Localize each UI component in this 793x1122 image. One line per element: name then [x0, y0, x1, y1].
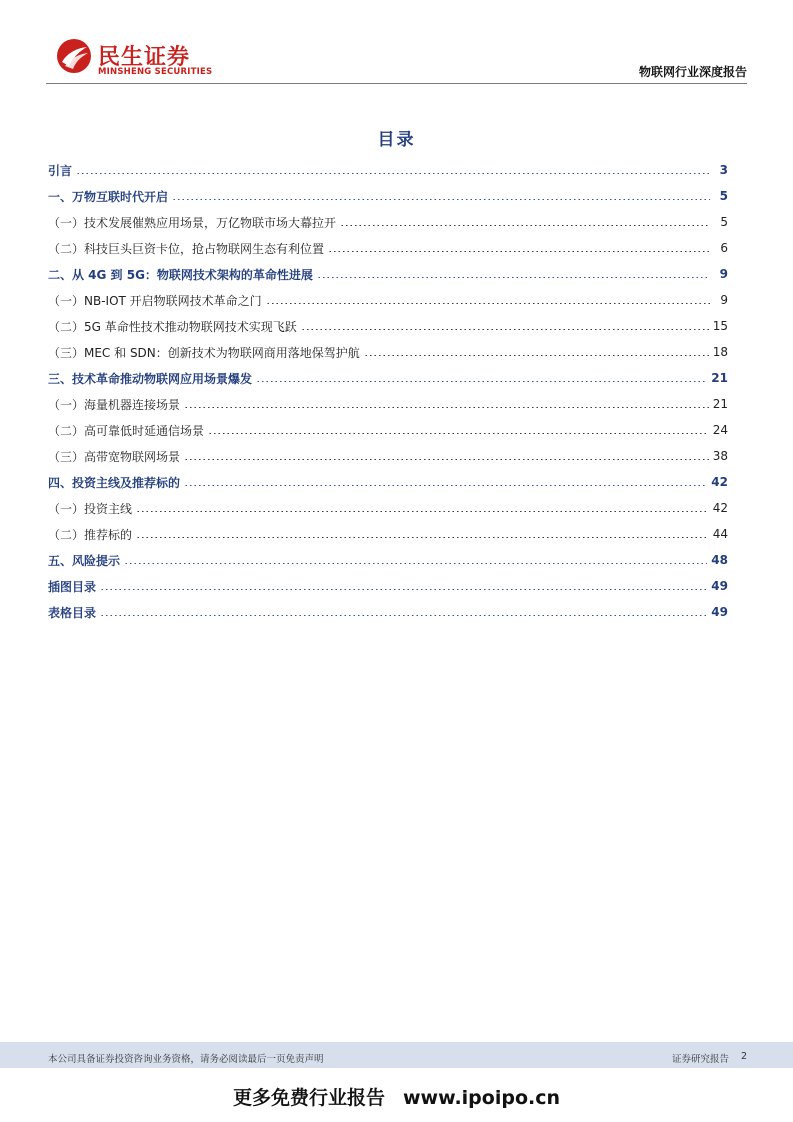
toc-entry-page: 49	[711, 605, 728, 619]
toc-entry[interactable]	[48, 209, 728, 235]
toc-entry[interactable]	[48, 417, 728, 443]
toc-dot-leader	[184, 485, 707, 486]
toc-entry-label: 插图目录	[48, 579, 97, 594]
logo-english-name: MINSHENG SECURITIES	[98, 67, 213, 77]
report-type-label: 物联网行业深度报告	[638, 65, 747, 79]
company-logo	[56, 38, 216, 80]
toc-entry-label: 五、风险提示	[48, 553, 121, 568]
toc-entry[interactable]	[48, 599, 728, 625]
toc-dot-leader	[328, 251, 710, 252]
toc-entry[interactable]	[48, 443, 728, 469]
toc-entry[interactable]	[48, 495, 728, 521]
toc-dot-leader	[124, 563, 707, 564]
toc-dot-leader	[301, 329, 709, 330]
toc-entry-label: （一）投资主线	[48, 501, 133, 516]
toc-entry-label: （三）高带宽物联网场景	[48, 449, 181, 464]
toc-dot-leader	[317, 277, 710, 278]
toc-dot-leader	[256, 381, 707, 382]
toc-entry-page: 24	[712, 423, 728, 437]
toc-entry-label: （二）科技巨头巨资卡位，抢占物联网生态有利位置	[48, 241, 325, 256]
toc-entry[interactable]	[48, 313, 728, 339]
toc-entry[interactable]	[48, 183, 728, 209]
toc-entry-label: 引言	[48, 163, 73, 178]
toc-dot-leader	[136, 511, 709, 512]
toc-entry-label: （三）MEC 和 SDN：创新技术为物联网商用落地保驾护航	[48, 345, 360, 360]
toc-entry-label: （二）5G 革命性技术推动物联网技术实现飞跃	[48, 319, 297, 334]
toc-entry-label: 表格目录	[48, 605, 97, 620]
toc-entry-page: 48	[711, 553, 728, 567]
toc-dot-leader	[76, 173, 710, 174]
toc-title: 目录	[377, 130, 416, 150]
toc-entry-page: 6	[720, 241, 728, 255]
toc-entry[interactable]	[48, 261, 728, 287]
toc-entry[interactable]	[48, 287, 728, 313]
toc-dot-leader	[266, 303, 710, 304]
toc-dot-leader	[184, 459, 709, 460]
toc-dot-leader	[208, 433, 709, 434]
promo-url-link[interactable]: www.ipoipo.cn	[403, 1087, 561, 1109]
toc-entry-label: （一）技术发展催熟应用场景，万亿物联市场大幕拉开	[48, 215, 337, 230]
toc-entry[interactable]	[48, 157, 728, 183]
toc-entry[interactable]	[48, 521, 728, 547]
toc-entry[interactable]	[48, 391, 728, 417]
toc-entry[interactable]	[48, 573, 728, 599]
toc-entry-label: （一）NB-IOT 开启物联网技术革命之门	[48, 293, 262, 308]
toc-entry-label: 三、技术革命推动物联网应用场景爆发	[48, 371, 253, 386]
toc-entry-label: 四、投资主线及推荐标的	[48, 475, 181, 490]
toc-dot-leader	[172, 199, 710, 200]
toc-dot-leader	[100, 615, 707, 616]
page-header	[0, 0, 793, 90]
toc-entry-label: （一）海量机器连接场景	[48, 397, 181, 412]
toc-dot-leader	[136, 537, 709, 538]
toc-entry[interactable]	[48, 469, 728, 495]
toc-entry-page: 18	[712, 345, 728, 359]
toc-entry-page: 5	[720, 215, 728, 229]
toc-entry-page: 49	[711, 579, 728, 593]
header-divider	[46, 83, 747, 84]
promo-text: 更多免费行业报告	[232, 1087, 385, 1109]
toc-entry-page: 21	[711, 371, 728, 385]
footer-disclaimer: 本公司具备证券投资咨询业务资格，请务必阅读最后一页免责声明	[48, 1054, 324, 1065]
minsheng-logo-icon	[56, 38, 92, 74]
toc-entry-page: 42	[711, 475, 728, 489]
toc-entry[interactable]	[48, 547, 728, 573]
footer-doc-type: 证券研究报告	[671, 1054, 729, 1065]
toc-entry-label: 一、万物互联时代开启	[48, 189, 169, 204]
toc-entry-page: 44	[712, 527, 728, 541]
toc-entry-page: 42	[712, 501, 728, 515]
toc-entry-page: 9	[720, 293, 728, 307]
toc-entry[interactable]	[48, 235, 728, 261]
toc-dot-leader	[100, 589, 707, 590]
logo-chinese-name: 民生证券	[98, 45, 191, 70]
table-of-contents	[48, 157, 728, 625]
toc-dot-leader	[340, 225, 710, 226]
toc-entry-page: 21	[712, 397, 728, 411]
toc-dot-leader	[364, 355, 709, 356]
promo-banner	[0, 1083, 793, 1110]
toc-entry-label: 二、从 4G 到 5G：物联网技术架构的革命性进展	[48, 267, 313, 282]
toc-dot-leader	[184, 407, 709, 408]
toc-entry-label: （二）高可靠低时延通信场景	[48, 423, 205, 438]
toc-entry[interactable]	[48, 339, 728, 365]
toc-entry-page: 9	[719, 267, 728, 281]
toc-entry-page: 15	[712, 319, 728, 333]
toc-entry[interactable]	[48, 365, 728, 391]
toc-entry-label: （二）推荐标的	[48, 527, 133, 542]
toc-entry-page: 5	[719, 189, 728, 203]
toc-entry-page: 3	[719, 163, 728, 177]
footer-page-number: 2	[740, 1051, 747, 1062]
toc-entry-page: 38	[712, 449, 728, 463]
